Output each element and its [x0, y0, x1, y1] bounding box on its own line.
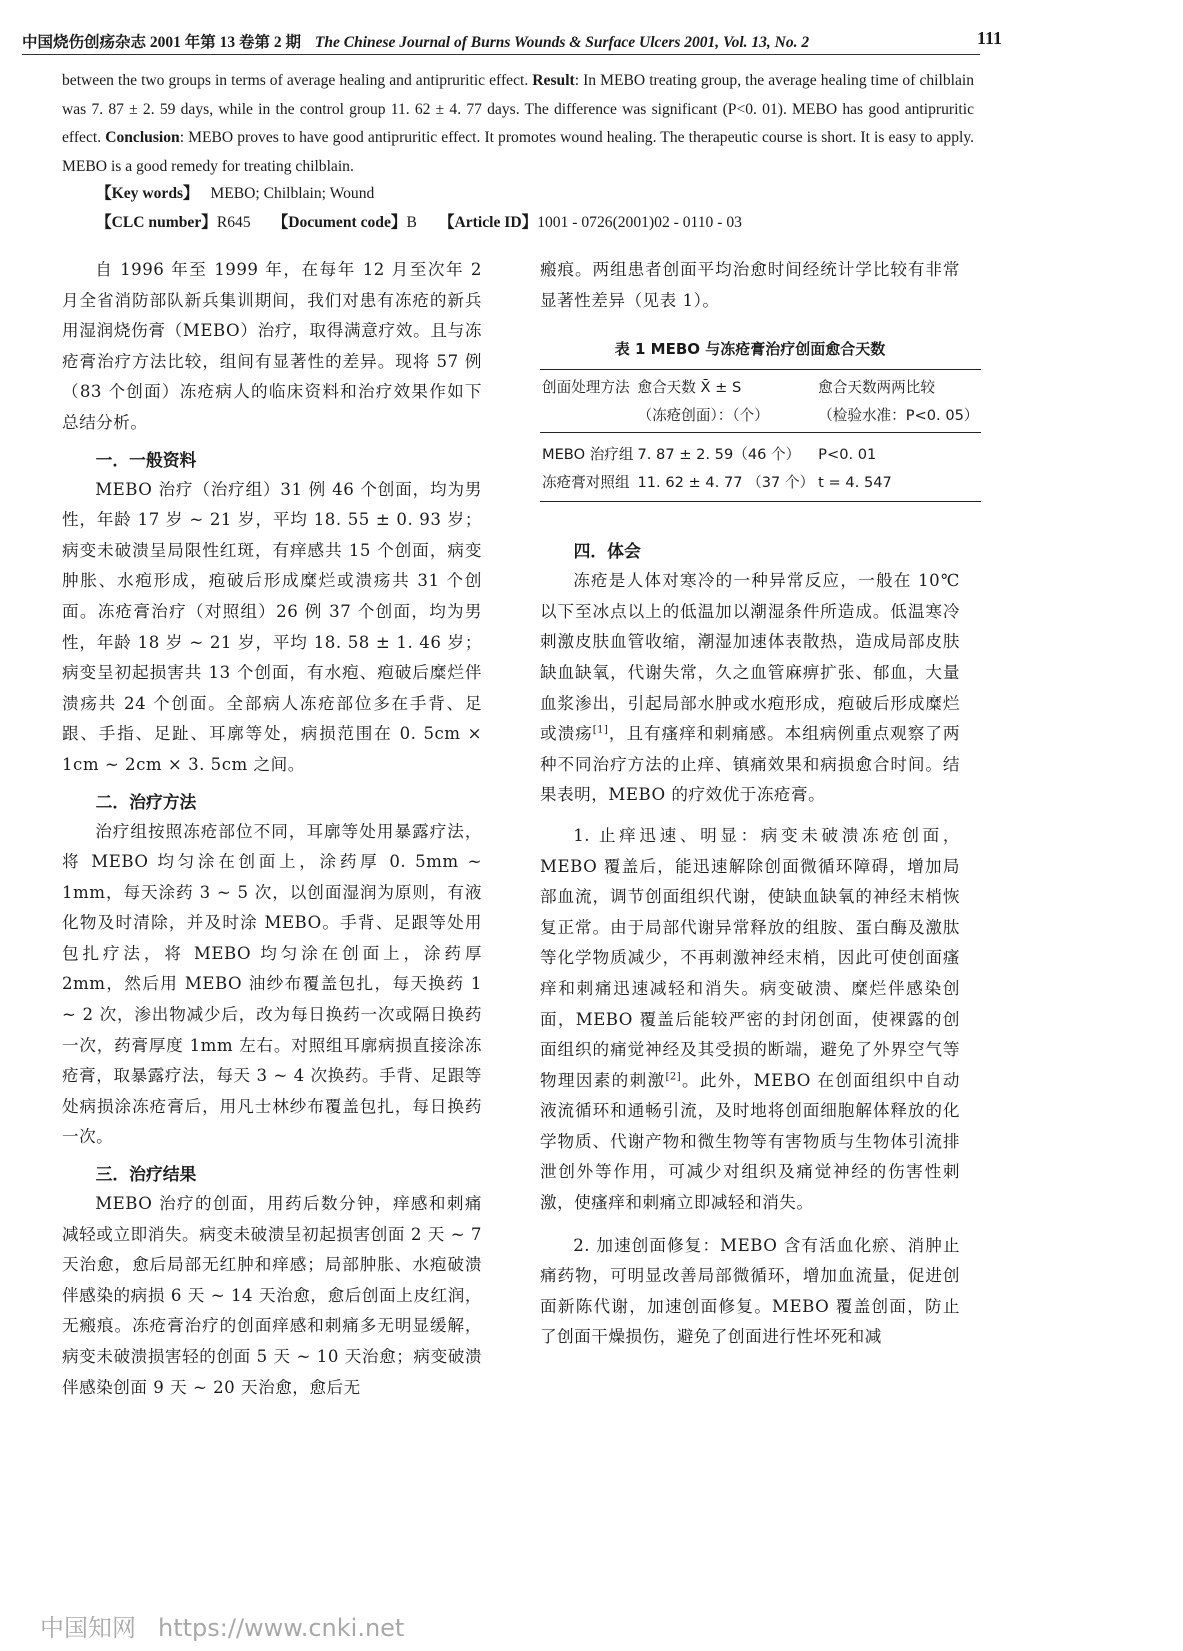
abstract-text	[62, 67, 974, 181]
intro-paragraph: 自 1996 年至 1999 年，在每年 12 月至次年 2 月全省消防部队新兵集训期间，我们对患有冻疮的新兵用湿润烧伤膏（MEBO）治疗，取得满意疗效。且与冻疮膏治疗方法比较，组间有显著性的差异。现将 57 例（83 个创面）冻疮病人的临床资料和治疗效果作如下总结分析。	[62, 260, 482, 432]
article-id-label: 【Article ID】	[438, 214, 538, 231]
table-header-cell: （检验水准：P<0. 05）	[816, 402, 980, 433]
abstract	[62, 67, 974, 181]
section-heading-2: 二．治疗方法	[95, 791, 197, 812]
discussion-paragraph	[540, 566, 960, 811]
section-heading-1: 一．一般资料	[95, 449, 197, 470]
results-table	[540, 369, 981, 502]
table-header-cell: 愈合天数 X̄ ± S	[635, 370, 816, 403]
table-title: 表 1 MEBO 与冻疮膏治疗创面愈合天数	[614, 340, 886, 359]
point-1-text: 1. 止痒迅速、明显：病变未破溃冻疮创面，MEBO 覆盖后，能迅速解除创面微循环障碍，增加局部血流，调节创面组织代谢，使缺血缺氧的神经末梢恢复正常。由于局部代谢异常释放的组胺、蛋白酶及激肽等化学物质减少，不再刺激神经末梢，因此可使创面瘙痒和刺痛迅速减轻和消失。病变破溃、糜烂伴感染创面，MEBO 覆盖后能较严密的封闭创面，使裸露的创面组织的痛觉神经及其受损的断端，避免了外界空气等物理因素的刺激	[540, 825, 960, 1090]
general-data-paragraph: MEBO 治疗（治疗组）31 例 46 个创面，均为男性，年龄 17 岁 ~ 21 岁，平均 18. 55 ± 0. 93 岁；病变未破溃呈局限性红斑，有痒感共 15 个创面，病变肿胀、水疱形成，疱破后形成糜烂或溃疡共 31 个创面。冻疮膏治疗（对照组）26 例 37 个创面，均为男性，年龄 18 岁 ~ 21 岁，平均 18. 58 ± 1. 46 岁；病变呈初起损害共 13 个创面，有水疱、疱破后糜烂伴溃疡共 24 个创面。全部病人冻疮部位多在手背、足跟、手指、足趾、耳廓等处，病损范围在 0. 5cm × 1cm ~ 2cm × 3. 5cm 之间。	[62, 479, 482, 774]
table-cell: P<0. 01	[818, 446, 877, 464]
method-paragraph: 治疗组按照冻疮部位不同，耳廓等处用暴露疗法，将 MEBO 均匀涂在创面上，涂药厚 0. 5mm ~ 1mm，每天涂药 3 ~ 5 次，以创面湿润为原则，有液化物及时清除，并及时涂 MEBO。手背、足跟等处用包扎疗法，将 MEBO 均匀涂在创面上，涂药厚 2mm，然后用 MEBO 油纱布覆盖包扎，每天换药 1 ~ 2 次，渗出物减少后，改为每日换药一次或隔日换药一次，药膏厚度 1mm 左右。对照组耳廓病损直接涂冻疮膏，取暴露疗法，每天 3 ~ 4 次换药。手背、足跟等处病损涂冻疮膏后，用凡士林纱布覆盖包扎，每日换药一次。	[62, 821, 482, 1147]
keywords	[96, 181, 374, 203]
table-cell: 冻疮膏对照组	[540, 469, 635, 502]
watermark-brand: 中国知网	[40, 1614, 136, 1642]
journal-title-en: The Chinese Journal of Burns Wounds & Surface Ulcers 2001, Vol. 13, No. 2	[314, 34, 810, 51]
citation-1: [1]	[592, 724, 609, 736]
section-heading-4: 四．体会	[573, 541, 641, 562]
table-row	[540, 469, 981, 502]
doc-code-value: B	[406, 214, 417, 231]
conclusion-label: Conclusion	[105, 129, 180, 146]
table-header-cell: 创面处理方法	[540, 370, 635, 403]
table-header-row	[540, 402, 981, 433]
table-cell: 7. 87 ± 2. 59（46 个）	[637, 446, 801, 464]
cnki-watermark	[40, 1608, 404, 1643]
result-paragraph-continued: 瘢痕。两组患者创面平均治愈时间经统计学比较有非常显著性差异（见表 1）。	[540, 260, 960, 310]
clc-label: 【CLC number】	[96, 214, 217, 231]
result-label: Result	[532, 72, 575, 89]
header-rule	[22, 54, 980, 55]
point-1-paragraph	[540, 821, 960, 1219]
clc-value: R645	[216, 214, 251, 231]
left-column	[62, 255, 482, 1403]
abstract-part-1: between the two groups in terms of average healing and antipruritic effect.	[62, 72, 533, 89]
section-heading-3: 三．治疗结果	[95, 1164, 197, 1185]
table-header-cell: （冻疮创面）：（个）	[635, 402, 816, 433]
doc-code-label: 【Document code】	[272, 214, 407, 231]
keywords-value: MEBO; Chilblain; Wound	[210, 185, 375, 202]
clc-line	[96, 210, 742, 232]
table-header-cell: 愈合天数两两比较	[816, 370, 980, 403]
table-cell: MEBO 治疗组	[542, 446, 634, 464]
discussion-text: 冻疮是人体对寒冷的一种异常反应，一般在 10℃ 以下至冰点以上的低温加以潮湿条件所造成。低温寒冷刺激皮肤血管收缩，潮湿加速体表散热，造成局部皮肤缺血缺氧，代谢失常，久之血管麻痹扩张、郁血，大量血浆渗出，引起局部水肿或水疱形成，疱破后形成糜烂或溃疡	[540, 571, 960, 744]
table-cell: 11. 62 ± 4. 77 （37 个）	[635, 469, 816, 502]
watermark-url: https://www.cnki.net	[158, 1614, 405, 1642]
table-header-row	[540, 370, 981, 403]
journal-title-cn: 中国烧伤创疡杂志 2001 年第 13 卷第 2 期	[22, 34, 302, 51]
article-id-value: 1001 - 0726(2001)02 - 0110 - 03	[537, 214, 742, 231]
discussion-text-continued: ，且有瘙痒和刺痛感。本组病例重点观察了两种不同治疗方法的止痒、镇痛效果和病损愈合时间。结果表明，MEBO 的疗效优于冻疮膏。	[540, 724, 961, 805]
page-number: 111	[977, 28, 1003, 48]
keywords-label: 【Key words】	[96, 185, 199, 202]
result-paragraph: MEBO 治疗的创面，用药后数分钟，痒感和刺痛减轻或立即消失。病变未破溃呈初起损害创面 2 天 ~ 7 天治愈，愈后局部无红肿和痒感；局部肿胀、水疱破溃伴感染的病损 6 天 ~ 14 天治愈，愈后创面上皮红润，无瘢痕。冻疮膏治疗的创面痒感和刺痛多无明显缓解，病变未破溃损害轻的创面 5 天 ~ 10 天治愈；病变破溃伴感染创面 9 天 ~ 20 天治愈，愈后无	[62, 1194, 482, 1397]
point-1-text-continued: 。此外，MEBO 在创面组织中自动液流循环和通畅引流，及时地将创面细胞解体释放的化学物质、代谢产物和微生物等有害物质与生物体引流排泄创外等作用，可减少对组织及痛觉神经的伤害性刺激，使瘙痒和刺痛立即减轻和消失。	[540, 1070, 960, 1213]
abstract-part-2: : In MEBO treating group, the average healing time of chilblain was 7. 87 ± 2. 59 days, while in the control group 11. 62 ± 4. 77 days. The difference was significant (P<0. 01). MEBO has good antipruritic effect.	[62, 72, 975, 146]
right-column	[540, 255, 979, 1353]
table-cell: t = 4. 547	[816, 469, 980, 502]
running-header	[22, 30, 1162, 52]
table-header-cell	[540, 402, 635, 433]
table-row	[540, 433, 981, 470]
citation-2: [2]	[665, 1071, 682, 1083]
abstract-part-3: : MEBO proves to have good antipruritic effect. It promotes wound healing. The therapeutic course is short. It is easy to apply. MEBO is a good remedy for treating chilblain.	[62, 129, 975, 175]
point-2-paragraph: 2. 加速创面修复：MEBO 含有活血化瘀、消肿止痛药物，可明显改善局部微循环，增加血流量，促进创面新陈代谢，加速创面修复。MEBO 覆盖创面，防止了创面干燥损伤，避免了创面进行性坏死和减	[540, 1235, 960, 1347]
